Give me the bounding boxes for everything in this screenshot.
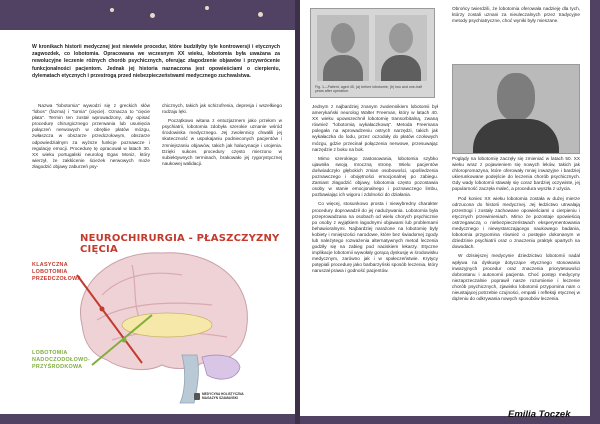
- paragraph: Poglądy na lobotomię zaczęły się zmieniać w latach 50. XX wieku wraz z pojawieniem się nowych leków, takich jak chloropromazyna, które oferowały mniej inwazyjne i bardziej ukierunkowane podejście do leczenia chorób psychicznych. Gdy wady lobotomii stawały się coraz bardziej oczywiste, jej popularność zaczęła maleć, a procedura wyszła z użycia.: [452, 156, 580, 192]
- right-ornament: [590, 0, 600, 424]
- left-column-2: [162, 103, 282, 170]
- face-shape: [331, 23, 355, 53]
- paragraph: Mimo szerokiego zastosowania, lobotomia szybko ujawniła swoją mroczną stronę. Wielu pacjentów doświadczyło głębokich zmian osobowości, upośledzenia poznawczego i obojętności emocjonalnej po zabiegu. Zamiast złagodzić objawy, lobotomia często pozostawia osoby w stanie emocjonalnego i poznawczego limbu, pozbawiając ich wigoru i zdolności do działania.: [312, 155, 438, 198]
- logo-icon: [194, 393, 200, 400]
- paragraph: Co więcej, stosunkowo prosta i niewybredny charakter procedury doprowadził do jej nadużywania. Lobotomia była przeprowadzana na osobach od wielu chorych psychicznie po osoby z wyjątkiem łagodnymi objawami lub problemami behawioralnymi. Najbardziej narażone na lobotomię były kobiety i mniejszości narodowe, które bez świadomej zgody lub należytego rozważenia alternatywnych metod leczenia godziły się na zabieg pod naciskiem lekarzy. Etyczne implikacje lobotomii wywołały gorącą dyskusję w środowisku medycznym, zarówno jak i w społeczeństwie. Krytycy potępiali procedurę jako barbarzyński sposób leczenia, który naruszał prawa i godność pacjentów.: [312, 201, 438, 274]
- marker-dot: [100, 307, 105, 312]
- portrait-photo: [452, 64, 580, 154]
- paragraph: Pod koniec XX wieku lobotomia została w dużej mierze odrzucona do historii medycznej. Jej łedzictwo utrwalają przestrogi i zostały zachowane opowieściami o cierpieniu i etycznych przewinieniach. Mimo że pozostaje opowieścią ostrzegawczą o niebezpieczeństwach eksperymentowania medycznego i niewystarczającego naukowego badania, lobotomia przypomina również o postępie dokonanym w dziedzinie psychiatrii oraz o znaczeniu praktyk opartych na dowodach.: [452, 195, 580, 250]
- ornament-dot: [205, 6, 209, 10]
- label-classic-lobotomy: KLASYCZNA LOBOTOMIA PRZEDCZOŁOWA: [32, 262, 82, 282]
- brain-illustration: [62, 245, 262, 405]
- paragraph: chicznych, takich jak schizofrenia, depresja i wszelkiego rodzaju lęki.: [162, 103, 282, 115]
- suit-shape: [473, 119, 559, 153]
- bottom-ornament: [0, 414, 295, 424]
- left-page: [0, 0, 295, 424]
- paragraph: W dzisiejszej medycynie dziedzictwo lobotomii nadal wpływa na dyskusje dotyczące etycznego stosowania inwazyjnych procedur oraz znaczenia priorytetowości dobrostanu i autonomii pacjenta. Choć postęp medycyny niezaprzeczalnie poprawił nasze rozumienie i leczenie chorób psychicznych, zjawisko lobotomii przypomina nam o nieustającej potrzebie czujności, empatii i refleksji etycznej w dążeniu do odkrywania nowych sposobów leczenia.: [452, 253, 580, 302]
- publisher-logo: MEDYCYNA HOLISTYCZNA MAGAZYN SZAMAŃSKI: [202, 392, 244, 400]
- left-column-1: [32, 103, 150, 173]
- paragraph: Nazwa "lobotomia" wywodzi się z greckich słów "lobos" (fazma) i "tomia" (cięcie). Oznacza to "cięcie płata". Termin ten został wprowadzony, aby opisać procedurę chirurgicznego przerwania lub usunięcia połączeń nerwowych w obrębie płatów mózgu, zwłaszcza w obszarze przedczołowym, obszarze odpowiedzialnym za wyższe funkcje poznawcze i regulację emocji. Procedurę tę opracował w latach 30. XX wieku portugalski neurolog Egas Moniz, który wierzył, że zakłócenie ścieżek nerwowych może złagodzić objawy zaburzeń psy-: [32, 103, 150, 169]
- paragraph: Obrońcy twierdzili, że lobotomia oferowała nadzieję dla tych, którzy zostali uznani za nieuleczalnych przez tradycyjne metody psychiatryczne, choć wyniki były mieszane.: [452, 6, 580, 24]
- portrait-after: [375, 15, 427, 81]
- marker-dot: [122, 338, 127, 343]
- section-heading: NEUROCHIRURGIA - PŁASZCZYZNY CIĘCIA: [80, 233, 280, 255]
- right-page: [300, 0, 600, 424]
- face-shape: [389, 23, 413, 53]
- paragraph: Jednym z najbardziej znanym zwolennikiem lobotomii był amerykański neurolog Walter Freeman, który w latach 40. XX wieku upowszechnił lobotomię transorbitalną, zwaną również "lobotomią wykałaczkową". Metoda Freemana polegała na wprowadzeniu ostrych narzędzi, takich jak wykałaczka do lodu, przez oczodoły do płatów czołowych mózgu, gdzie przecinał połączenia nerwowe, przesuwając narzędzie z boku na bok.: [312, 104, 438, 152]
- brain-outline: [80, 253, 247, 370]
- author-signature: Emilia Toczek: [508, 409, 571, 420]
- top-ornament: [0, 0, 295, 30]
- paragraph: Początkowo witana z entuzjazmem jako przełom w psychiatrii, lobotomia zdobyła szerokie uznanie wśród środowiska medycznego. Jej zwolennicy chwalili jej skuteczność w uspokajaniu podnieconych pacjentów i zmniejszaniu objawów, takich jak halucynacje i urojenia. Dzięki sukces procedury często mierzono w subiektywnych terminach, brakowało jej rygorystycznej naukowej walidacji.: [162, 118, 282, 166]
- photo-caption: Fig. 1—Patient, aged 45, (a) before lobotomie, (b) two and one-half years after operation.: [315, 85, 422, 94]
- right-column: [452, 156, 580, 305]
- middle-column: [312, 104, 438, 278]
- shoulders-shape: [323, 55, 363, 81]
- ornament-dot: [150, 13, 155, 18]
- label-orbitomedial-lobotomy: LOBOTOMIA NADOCZODOŁOWO- PRZYŚRODKOWA: [32, 350, 91, 370]
- ornament-dot: [258, 12, 263, 17]
- ornament-dot: [110, 8, 114, 12]
- shoulders-shape: [381, 55, 421, 81]
- before-after-photo: [310, 8, 435, 98]
- intro-paragraph: W kronikach historii medycznej jest niewiele procedur, które budziłyby tyle kontrowersji i etycznych zagwozdek, co lobotomia. Opracowana we wczesnym XX wieku, lobotomia była uważana za rewolucyjne leczenie różnych chorób psychicznych, oferując złagodzenie objawów i przywrócenie funkcjonalności pacjentom. Jednak jej historia naznaczona jest opowieściami o cierpieniu, dylematach etycznych i przestrogą przed niebezpieczeństwami medycznego zuchwalstwa.: [32, 44, 280, 79]
- corpus-callosum: [122, 313, 212, 337]
- portrait-before: [317, 15, 369, 81]
- right-column-top: [452, 6, 580, 27]
- face-shape: [497, 73, 535, 121]
- cerebellum: [202, 355, 240, 379]
